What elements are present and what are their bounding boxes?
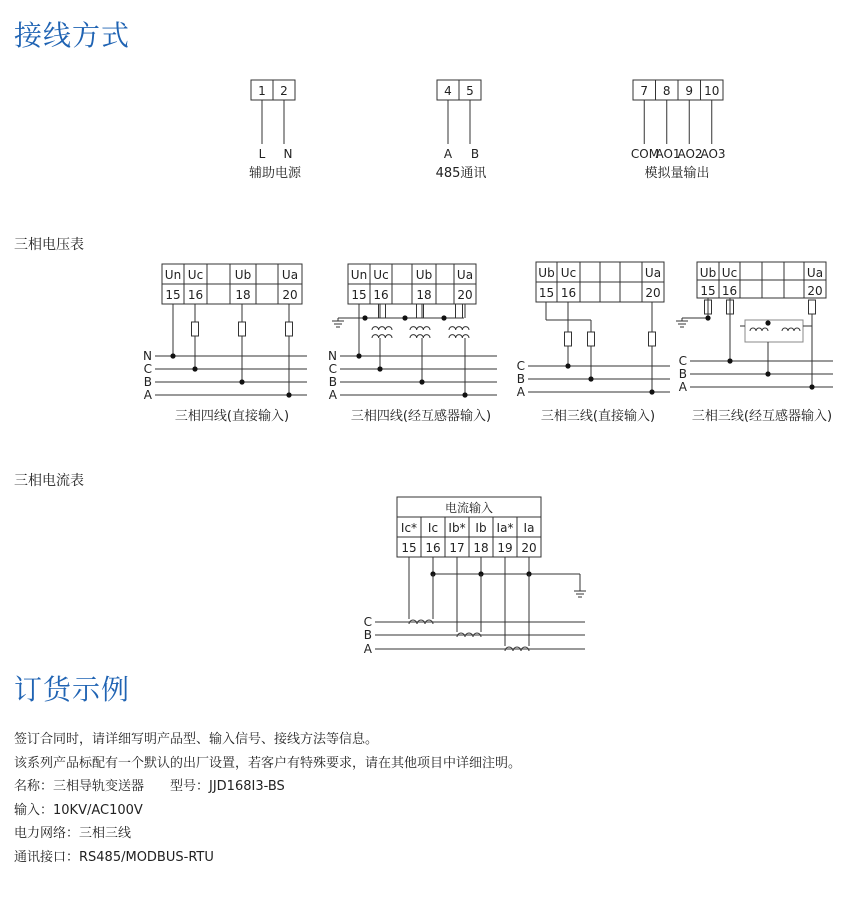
junction-dot (170, 353, 175, 358)
pin-label: AO1 (655, 147, 681, 161)
terminal-number: 1 (258, 84, 266, 98)
section-title-voltage: 三相电压表 (14, 237, 84, 253)
diagram-caption: 三相三线(直接输入) (540, 409, 656, 424)
junction-dot (192, 366, 197, 371)
terminal-number: 10 (704, 84, 720, 98)
terminal-label: Ib (475, 521, 487, 535)
fuse (192, 322, 199, 336)
pin-label: COM (630, 147, 660, 161)
terminal-number: 15 (538, 286, 555, 300)
terminal-label: Uc (187, 268, 204, 282)
order-line: 输入：10KV/AC100V (14, 802, 143, 818)
terminal-number: 4 (444, 84, 452, 98)
terminal-number: 9 (685, 84, 694, 98)
junction-dot (765, 320, 770, 325)
fuse (239, 322, 246, 336)
terminal-number: 20 (807, 284, 823, 298)
ct-coil (372, 327, 392, 330)
terminal-label: Ub (415, 268, 433, 282)
terminal-label: Ub (234, 268, 252, 282)
order-line: 签订合同时，请详细写明产品型、输入信号、接线方法等信息。 (14, 732, 379, 747)
junction-dot (588, 376, 593, 381)
phase-label: A (678, 380, 687, 394)
terminal-label: Ua (644, 266, 662, 280)
terminal-number: 17 (449, 541, 465, 555)
order-example (14, 728, 521, 869)
fuse (456, 304, 463, 318)
fuse (588, 332, 595, 346)
terminal-number: 5 (466, 84, 474, 98)
order-line: 名称：三相导轨变送器 型号：JJD168I3-BS (14, 779, 285, 794)
phase-label: B (363, 628, 372, 642)
terminal-number: 20 (645, 286, 661, 300)
phase-label: A (516, 385, 525, 399)
ct-coil (782, 328, 800, 331)
diagram-caption: 三相四线(经互感器输入) (350, 409, 492, 424)
terminal-number: 20 (282, 288, 298, 302)
terminal-number: 8 (662, 84, 671, 98)
terminal-number: 18 (416, 288, 432, 302)
section-title-wiring: 接线方式 (14, 19, 131, 52)
terminal-number: 20 (457, 288, 473, 302)
terminal-number: 2 (280, 84, 288, 98)
fuse (649, 332, 656, 346)
terminal-header-label: 电流输入 (444, 501, 494, 515)
order-line: 该系列产品标配有一个默认的出厂设置，若客户有特殊要求，请在其他项目中详细注明。 (14, 755, 522, 771)
terminal-label: Un (350, 268, 368, 282)
pin-label: L (258, 147, 266, 161)
phase-label: C (143, 362, 152, 376)
terminal-number: 16 (560, 286, 577, 300)
terminal-number: 16 (373, 288, 389, 302)
terminal-label: Ic (427, 521, 439, 535)
junction-dot (565, 363, 570, 368)
terminal-label: Ua (456, 268, 474, 282)
phase-label: B (143, 375, 152, 389)
terminal-label: Ia (523, 521, 535, 535)
terminal-label: Ub (538, 266, 555, 280)
terminal-number: 16 (187, 288, 204, 302)
phase-label: N (143, 349, 152, 363)
junction-dot (239, 379, 244, 384)
ct-coil (372, 335, 392, 338)
terminal-label: Ua (281, 268, 299, 282)
ct-coil (410, 327, 430, 330)
junction-dot (727, 358, 732, 363)
junction-dot (809, 384, 814, 389)
section-title-order: 订货示例 (14, 673, 131, 706)
pin-label: AO2 (677, 147, 703, 161)
junction-dot (377, 366, 382, 371)
section-title-current: 三相电流表 (14, 473, 84, 489)
junction-dot (362, 315, 367, 320)
diagram-caption: 三相三线(经互感器输入) (691, 409, 833, 424)
terminal-number: 20 (521, 541, 537, 555)
terminal-number: 18 (235, 288, 251, 302)
terminal-number: 15 (351, 288, 367, 302)
ct-coil (410, 335, 430, 338)
pin-label: AO3 (700, 147, 726, 161)
junction-dot (462, 392, 467, 397)
junction-dot (649, 389, 654, 394)
phase-label: C (328, 362, 337, 376)
phase-label: B (516, 372, 525, 386)
phase-label: A (328, 388, 337, 402)
ct-coil (449, 335, 469, 338)
fuse (286, 322, 293, 336)
terminal-label: Uc (560, 266, 577, 280)
phase-label: C (516, 359, 525, 373)
phase-label: B (328, 375, 337, 389)
terminal-number: 7 (640, 84, 649, 98)
terminal-label: Un (164, 268, 182, 282)
terminal-number: 19 (497, 541, 513, 555)
junction-dot (441, 315, 446, 320)
junction-dot (705, 315, 710, 320)
terminal-label: Ia* (496, 521, 514, 535)
terminal-label: Ub (699, 266, 717, 280)
fuse (565, 332, 572, 346)
ct-coil (750, 328, 768, 331)
diagram-caption: 模拟量输出 (644, 166, 710, 181)
phase-label: A (363, 642, 372, 656)
phase-label: B (678, 367, 687, 381)
terminal-label: Ic* (400, 521, 418, 535)
terminal-number: 16 (721, 284, 738, 298)
phase-label: N (328, 349, 337, 363)
junction-dot (419, 379, 424, 384)
terminal-label: Ib* (448, 521, 466, 535)
phase-label: A (143, 388, 152, 402)
junction-dot (356, 353, 361, 358)
pin-label: A (443, 147, 453, 161)
diagram-caption: 辅助电源 (248, 166, 302, 181)
terminal-number: 18 (473, 541, 489, 555)
fuse (809, 300, 816, 314)
terminal-number: 15 (700, 284, 716, 298)
order-line: 通讯接口：RS485/MODBUS-RTU (14, 849, 214, 865)
diagram-caption: 三相四线(直接输入) (174, 409, 290, 424)
terminal-label: Ua (806, 266, 824, 280)
pin-label: B (470, 147, 480, 161)
junction-dot (286, 392, 291, 397)
terminal-label: Uc (721, 266, 738, 280)
diagram-caption: 485通讯 (435, 166, 487, 181)
junction-dot (402, 315, 407, 320)
pin-label: N (283, 147, 293, 161)
terminal-label: Uc (373, 268, 389, 282)
terminal-number: 15 (165, 288, 181, 302)
phase-label: C (678, 354, 687, 368)
terminal-number: 16 (425, 541, 441, 555)
terminal-number: 15 (401, 541, 417, 555)
ct-coil (449, 327, 469, 330)
order-line: 电力网络：三相三线 (14, 826, 132, 841)
phase-label: C (363, 615, 372, 629)
junction-dot (765, 371, 770, 376)
